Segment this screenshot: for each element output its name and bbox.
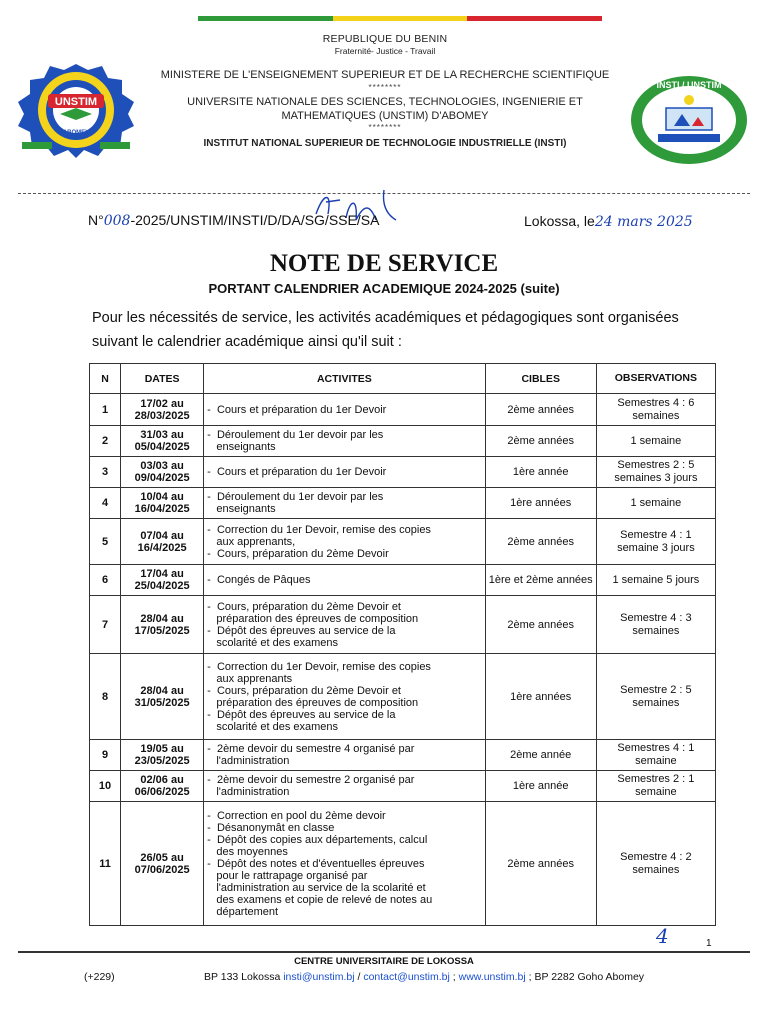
row-date2: 05/04/2025 <box>134 441 190 453</box>
row-date2: 07/06/2025 <box>134 863 190 876</box>
row-cible: 1ère année <box>485 457 596 488</box>
table-row <box>90 596 716 654</box>
row-cible: 1ère années <box>485 488 596 519</box>
page-number: 1 <box>706 938 712 949</box>
footer-address <box>204 971 644 983</box>
university-line-1: UNIVERSITE NATIONALE DES SCIENCES, TECHNOLOGIES, INGENIERIE ET <box>187 96 583 108</box>
place-prefix: Lokossa, le <box>524 213 595 229</box>
table-row <box>90 565 716 596</box>
activity-line: - Déroulement du 1er devoir par les <box>207 429 384 441</box>
activity-line: - Dépôt des copies aux départements, calcul <box>207 833 428 846</box>
activity-line: l'administration <box>207 755 290 767</box>
row-cible: 2ème année <box>485 740 596 771</box>
institute-name: INSTITUT NATIONAL SUPERIEUR DE TECHNOLOGIE INDUSTRIELLE (INSTI) <box>203 138 567 149</box>
handwritten-initial: 4 <box>656 924 669 948</box>
document-subtitle: PORTANT CALENDRIER ACADEMIQUE 2024-2025 (suite) <box>208 281 560 296</box>
activity-line: - Correction du 1er Devoir, remise des copies <box>207 523 431 536</box>
row-dates <box>121 565 204 596</box>
row-number: 6 <box>90 565 121 596</box>
activity-line: l'administration au service de la scolarité et <box>207 881 426 894</box>
row-number: 4 <box>90 488 121 519</box>
row-activities <box>204 565 485 596</box>
header-n: N <box>90 364 121 394</box>
row-date2: 23/05/2025 <box>134 755 190 767</box>
reference-suffix: -2025/UNSTIM/INSTI/D/DA/SG/SSE/SA <box>130 212 380 228</box>
table-row <box>90 488 716 519</box>
row-number: 10 <box>90 771 121 802</box>
header-observations: OBSERVATIONS <box>596 364 715 394</box>
activity-line: - Cours, préparation du 2ème Devoir <box>207 547 389 560</box>
country-name: REPUBLIQUE DU BENIN <box>322 33 448 45</box>
row-cible: 2ème années <box>485 802 596 926</box>
row-observations: Semestre 4 : 2 semaines <box>596 802 715 926</box>
row-cible: 1ère année <box>485 771 596 802</box>
row-number: 5 <box>90 519 121 565</box>
activity-line: scolarité et des examens <box>207 636 339 649</box>
row-date2: 16/4/2025 <box>137 541 187 554</box>
document-title: NOTE DE SERVICE <box>269 250 499 277</box>
header-activites: ACTIVITES <box>204 364 485 394</box>
row-number: 3 <box>90 457 121 488</box>
row-date1: 10/04 au <box>140 491 184 503</box>
row-activities <box>204 740 485 771</box>
row-observations: Semestres 2 : 1 semaine <box>596 771 715 802</box>
row-observations: Semestres 4 : 6 semaines <box>596 394 715 426</box>
row-dates <box>121 457 204 488</box>
header-dates: DATES <box>121 364 204 394</box>
row-date1: 31/03 au <box>140 429 184 441</box>
university-name <box>150 95 620 123</box>
insti-logo <box>628 74 750 166</box>
activity-line: - Cours, préparation du 2ème Devoir et <box>207 600 401 613</box>
activity-line: aux apprenants <box>207 672 293 685</box>
activity-line: - Dépôt des notes et d'éventuelles épreuves <box>207 857 425 870</box>
reference-prefix: N° <box>88 212 104 228</box>
activity-line: enseignants <box>207 503 276 515</box>
table-body <box>90 394 716 926</box>
footer-addr-prefix: BP 133 Lokossa <box>204 971 281 983</box>
footer-sep-1: / <box>354 971 364 983</box>
row-cible: 2ème années <box>485 519 596 565</box>
activity-line: des examens et copie de relevé de notes au <box>207 893 433 906</box>
row-observations: Semestre 4 : 1 semaine 3 jours <box>596 519 715 565</box>
academic-calendar-table <box>89 363 716 926</box>
row-activities <box>204 771 485 802</box>
flag-stripe <box>198 16 602 21</box>
activity-line: département <box>207 905 279 918</box>
flag-red <box>467 16 602 21</box>
row-number: 11 <box>90 802 121 926</box>
activity-line: - Cours, préparation du 2ème Devoir et <box>207 684 401 697</box>
activity-line: - Désanonymât en classe <box>207 821 335 834</box>
row-number: 7 <box>90 596 121 654</box>
country-motto: Fraternité- Justice - Travail <box>334 46 436 56</box>
activity-line: - Déroulement du 1er devoir par les <box>207 491 384 503</box>
row-date2: 17/05/2025 <box>134 624 190 637</box>
row-cible: 2ème années <box>485 394 596 426</box>
row-dates <box>121 654 204 740</box>
row-activities <box>204 519 485 565</box>
row-activities <box>204 802 485 926</box>
activity-line: - Dépôt des épreuves au service de la <box>207 708 396 721</box>
activity-line: - Cours et préparation du 1er Devoir <box>207 466 387 478</box>
place-date <box>524 213 693 230</box>
footer-email-contact[interactable]: contact@unstim.bj <box>363 971 450 983</box>
activity-line: l'administration <box>207 786 290 798</box>
header-dots-2: ******** <box>368 123 402 132</box>
footer-website-link[interactable]: www.unstim.bj <box>458 971 526 983</box>
intro-paragraph: Pour les nécessités de service, les activités académiques et pédagogiques sont organisées suivant le calendrier académique ainsi qu'il suit : <box>92 310 679 350</box>
row-dates <box>121 740 204 771</box>
footer-email-insti[interactable]: insti@unstim.bj <box>283 971 355 983</box>
row-date2: 25/04/2025 <box>134 580 190 592</box>
row-activities <box>204 394 485 426</box>
row-date1: 03/03 au <box>140 460 184 472</box>
row-number: 8 <box>90 654 121 740</box>
reference-handwritten-number: 008 <box>103 213 131 229</box>
table-row <box>90 802 716 926</box>
row-number: 2 <box>90 426 121 457</box>
row-number: 9 <box>90 740 121 771</box>
header-dots: ******** <box>368 83 402 92</box>
row-number: 1 <box>90 394 121 426</box>
row-observations: 1 semaine 5 jours <box>596 565 715 596</box>
logo-right-text: INSTI / UNSTIM <box>656 80 722 90</box>
row-observations: 1 semaine <box>596 426 715 457</box>
activity-line: - Correction du 1er Devoir, remise des copies <box>207 660 431 673</box>
footer-separator <box>18 951 750 953</box>
row-activities <box>204 596 485 654</box>
row-dates <box>121 802 204 926</box>
row-date1: 02/06 au <box>140 774 184 786</box>
activity-line: - Congés de Pâques <box>207 574 311 586</box>
table-row <box>90 740 716 771</box>
row-date1: 19/05 au <box>140 743 184 755</box>
table-row <box>90 519 716 565</box>
activity-line: scolarité et des examens <box>207 720 339 733</box>
row-observations: 1 semaine <box>596 488 715 519</box>
logo-left-text: UNSTIM <box>54 96 98 108</box>
row-activities <box>204 457 485 488</box>
activity-line: aux apprenants, <box>207 535 296 548</box>
row-cible: 1ère années <box>485 654 596 740</box>
handwritten-date: 24 mars 2025 <box>594 214 693 230</box>
reference-number <box>88 212 379 229</box>
unstim-logo <box>12 62 140 158</box>
row-date2: 16/04/2025 <box>134 503 190 515</box>
row-activities <box>204 488 485 519</box>
flag-yellow <box>333 16 468 21</box>
row-dates <box>121 771 204 802</box>
activity-line: des moyennes <box>207 845 288 858</box>
table-row <box>90 457 716 488</box>
row-observations: Semestre 2 : 5 semaines <box>596 654 715 740</box>
footer-center-name: CENTRE UNIVERSITAIRE DE LOKOSSA <box>294 956 474 967</box>
activity-line: - 2ème devoir du semestre 2 organisé par <box>207 774 415 786</box>
table-row <box>90 771 716 802</box>
activity-line: - Correction en pool du 2ème devoir <box>207 809 386 822</box>
university-line-2: MATHEMATIQUES (UNSTIM) D'ABOMEY <box>281 110 489 122</box>
table-row <box>90 394 716 426</box>
activity-line: pour le rattrapage organisé par <box>207 869 368 882</box>
row-cible: 2ème années <box>485 426 596 457</box>
row-observations: Semestres 2 : 5 semaines 3 jours <box>596 457 715 488</box>
table-row <box>90 426 716 457</box>
row-date1: 28/04 au <box>140 612 184 625</box>
row-dates <box>121 596 204 654</box>
row-date1: 28/04 au <box>140 684 184 697</box>
footer-sep-2: ; <box>449 971 459 983</box>
activity-line: préparation des épreuves de composition <box>207 696 419 709</box>
activity-line: préparation des épreuves de composition <box>207 612 419 625</box>
row-cible: 1ère et 2ème années <box>485 565 596 596</box>
logo-left-sub: ABOMEY <box>62 130 90 136</box>
row-date2: 06/06/2025 <box>134 786 190 798</box>
row-date2: 31/05/2025 <box>134 696 190 709</box>
flag-green <box>198 16 333 21</box>
row-date1: 26/05 au <box>140 851 184 864</box>
row-dates <box>121 426 204 457</box>
row-cible: 2ème années <box>485 596 596 654</box>
row-activities <box>204 654 485 740</box>
row-dates <box>121 519 204 565</box>
activity-line: - 2ème devoir du semestre 4 organisé par <box>207 743 415 755</box>
row-activities <box>204 426 485 457</box>
activity-line: enseignants <box>207 441 276 453</box>
row-date2: 28/03/2025 <box>134 409 190 422</box>
ministry-name: MINISTERE DE L'ENSEIGNEMENT SUPERIEUR ET DE LA RECHERCHE SCIENTIFIQUE <box>160 69 610 81</box>
row-date1: 07/04 au <box>140 529 184 542</box>
table-header-row <box>90 364 716 394</box>
row-date1: 17/04 au <box>140 568 184 580</box>
row-observations: Semestres 4 : 1 semaine <box>596 740 715 771</box>
header-cibles: CIBLES <box>485 364 596 394</box>
row-observations: Semestre 4 : 3 semaines <box>596 596 715 654</box>
row-date1: 17/02 au <box>140 397 184 410</box>
table-row <box>90 654 716 740</box>
row-date2: 09/04/2025 <box>134 472 190 484</box>
footer-phone: (+229) <box>84 971 115 983</box>
row-dates <box>121 488 204 519</box>
row-dates <box>121 394 204 426</box>
activity-line: - Cours et préparation du 1er Devoir <box>207 403 387 416</box>
activity-line: - Dépôt des épreuves au service de la <box>207 624 396 637</box>
footer-addr-suffix: ; BP 2282 Goho Abomey <box>525 971 645 983</box>
